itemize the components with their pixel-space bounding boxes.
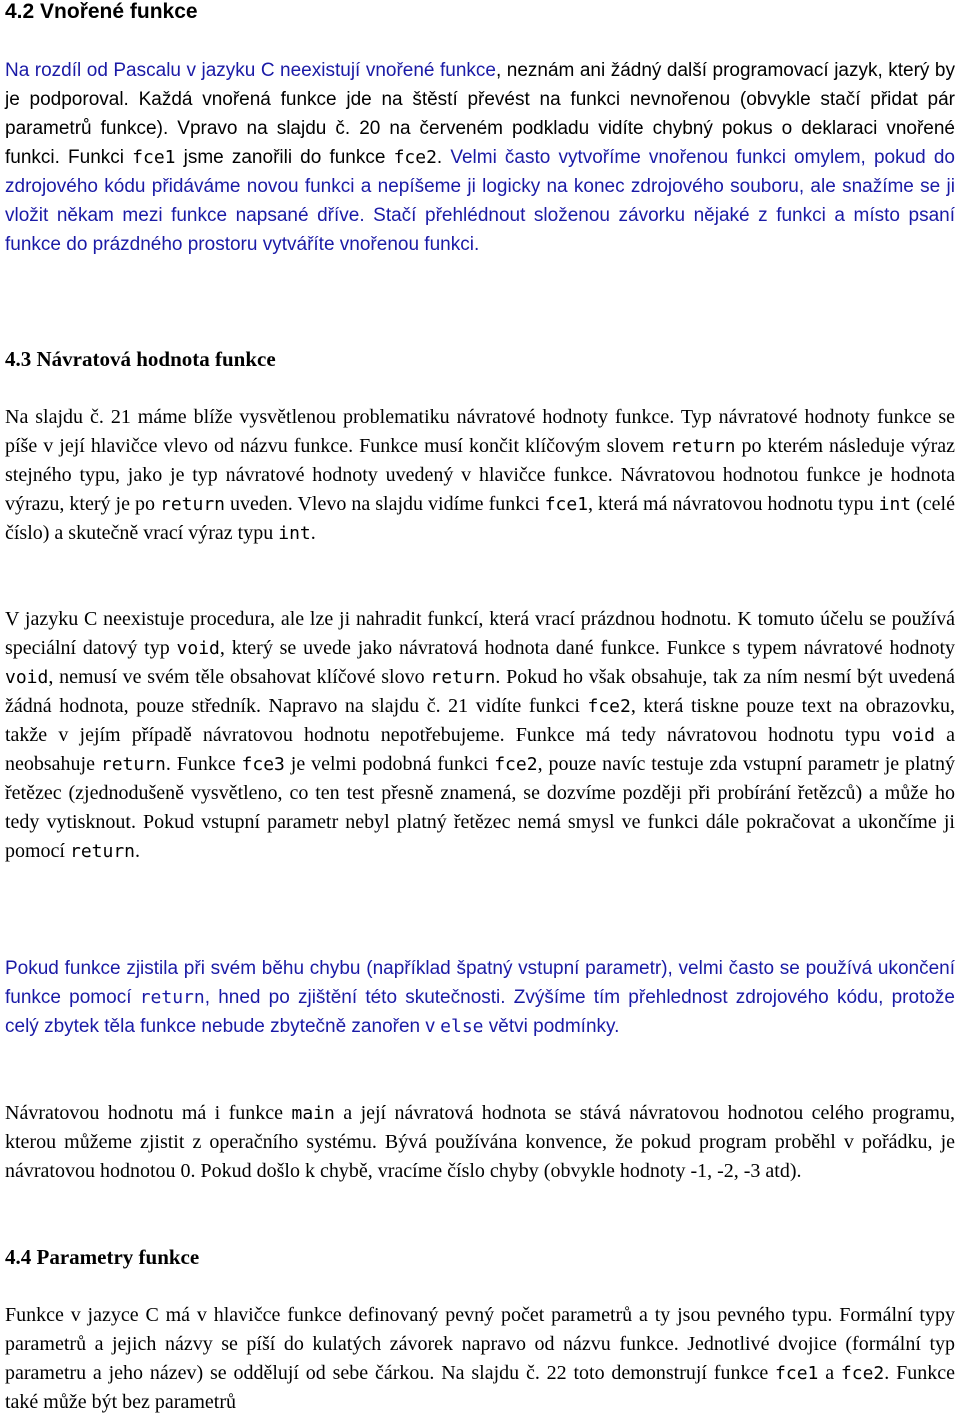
text-span: , který se uvede jako návratová hodnota dané funkce. Funkce s typem návratové hodnoty — [219, 637, 956, 659]
code-span: int — [878, 494, 912, 515]
text-span: uveden. Vlevo na slajdu vidíme funkci — [225, 493, 545, 515]
code-span: void — [891, 725, 935, 746]
code-span: return — [670, 436, 736, 457]
text-span: . Pokud ho však obsahuje, tak za ním nesmí být uvedená žádná hodnota, pouze středník. Napravo na slajdu č. 21 vidíte funkci — [5, 666, 956, 717]
paragraph-void-type — [5, 605, 955, 866]
text-span: V jazyku C neexistuje procedura, ale lze ji nahradit funkcí, která vrací prázdnou hodnotu. K tomuto účelu se používá speciální datový typ — [5, 608, 955, 659]
code-span: return — [160, 494, 226, 515]
text-span: . Funkce také může být bez parametrů — [5, 1362, 955, 1413]
text-span: Velmi často vytvoříme vnořenou funkci omylem, pokud do zdrojového kódu přidáváme novou funkci a nepíšeme ji logicky na konec zdrojového souboru, ale snažíme se ji vložit někam mezi funkce napsané dříve. Stačí přehlédnout složenou závorku nějaké z funkci a místo psaní funkce do prázdného prostoru vytváříte vnořenou funkci. — [5, 147, 955, 255]
section-heading-4-2: 4.2 Vnořené funkce — [5, 0, 198, 23]
text-span: . — [436, 147, 443, 168]
text-span: , pouze navíc testuje zda vstupní parametr je platný řetězec (zjednodušeně vysvětleno, co ten test přesně znamená, se dozvíme později při probírání řetězců) a může ho tedy vytisknout. Pokud vstupní parametr nebyl platný řetězec nemá smysl ve funkci dále pokračovat a ukončíme ji pomocí — [5, 753, 955, 862]
text-span: , která má návratovou hodnotu typu — [588, 493, 879, 515]
paragraph-main-return — [5, 1099, 955, 1186]
text-span: Na rozdíl od Pascalu v jazyku C neexistují vnořené funkce — [5, 60, 496, 81]
text-span: (celé číslo) a skutečně vrací výraz typu — [5, 493, 955, 544]
code-span: void — [5, 667, 49, 688]
paragraph-return-value — [5, 403, 955, 548]
section-heading-4-4: 4.4 Parametry funkce — [5, 1245, 200, 1269]
section-heading-4-3: 4.3 Návratová hodnota funkce — [5, 347, 276, 371]
code-span: else — [440, 1016, 484, 1037]
text-span: , která tiskne pouze text na obrazovku, takže v jejím případě návratovou hodnotu nepotřebujeme. Funkce má tedy návratovou hodnotu typu — [5, 695, 956, 746]
code-span: fce2 — [587, 696, 631, 717]
code-span: return — [70, 841, 136, 862]
text-span: . — [135, 840, 141, 862]
text-span: a její návratová hodnota se stává návratovou hodnotou celého programu, kterou můžeme zjistit z operačního systému. Bývá používána konvence, že pokud program proběhl v pořádku, je návratovou hodnotou 0. Pokud došlo k chybě, vracíme číslo chyby (obvykle hodnoty -1, -2, -3 atd). — [5, 1102, 955, 1182]
text-span: Na slajdu č. 21 máme blíže vysvětlenou problematiku návratové hodnoty funkce. Typ návratové hodnoty funkce se píše v její hlavičce vlevo od názvu funkce. Funkce musí končit klíčovým slovem — [5, 406, 955, 457]
text-span: Návratovou hodnotu má i funkce — [5, 1102, 292, 1124]
text-span: a neobsahuje — [5, 724, 955, 775]
paragraph-early-return — [5, 954, 955, 1041]
text-span: po kterém následuje výraz stejného typu, jako je typ návratové hodnoty uvedený v hlavičce funkce. Návratovou hodnotou funkce je hodnota výrazu, který je po — [5, 435, 956, 515]
text-span: Funkce v jazyce C má v hlavičce funkce definovaný pevný počet parametrů a ty jsou pevného typu. Formální typy parametrů a jejich názvy se píší do kulatých závorek napravo od názvu funkce. Jednotlivé dvojice (formální typ parametru a jeho název) se oddělují od sebe čárkou. Na slajdu č. 22 toto demonstrují funkce — [5, 1304, 955, 1384]
text-span: . Funkce — [165, 753, 242, 775]
code-span: int — [278, 523, 311, 544]
text-span: , nemusí ve svém těle obsahovat klíčové slovo — [48, 666, 431, 688]
paragraph-parameters — [5, 1301, 955, 1417]
paragraph-nested-functions — [5, 56, 955, 259]
text-span: , hned po zjištění této skutečnosti. Zvýšíme tím přehlednost zdrojového kódu, protože celý zbytek těla funkce nebude zbytečně zanořen v — [5, 987, 955, 1037]
code-span: fce2 — [393, 147, 437, 168]
text-span: a — [818, 1362, 841, 1384]
text-span: Pokud funkce zjistila při svém běhu chybu (například špatný vstupní parametr), velmi často se používá ukončení funkce pomocí — [5, 958, 955, 1008]
text-span: , neznám ani žádný další programovací jazyk, který by je podporoval. — [5, 60, 955, 110]
code-span: fce2 — [494, 754, 538, 775]
text-span: jsme zanořili do funkce — [175, 147, 394, 168]
code-span: fce1 — [544, 494, 589, 515]
code-span: main — [291, 1103, 335, 1124]
text-span: Každá vnořená funkce jde na štěstí převést na funkci nevnořenou (obvykle stačí přidat pár parametrů funkce). Vpravo na slajdu č. 20 na červeném podkladu vidíte chybný pokus o deklaraci vnořené funkci. Funkci — [5, 89, 956, 168]
code-span: fce1 — [132, 147, 176, 168]
code-span: fce3 — [241, 754, 285, 775]
code-span: void — [176, 638, 220, 659]
text-span: . — [310, 522, 316, 544]
text-span: větvi podmínky. — [483, 1016, 620, 1037]
code-span: return — [139, 987, 205, 1008]
code-span: return — [430, 667, 496, 688]
code-span: return — [100, 754, 166, 775]
code-span: fce2 — [840, 1363, 885, 1384]
code-span: fce1 — [775, 1363, 819, 1384]
text-span: je velmi podobná funkci — [284, 753, 495, 775]
